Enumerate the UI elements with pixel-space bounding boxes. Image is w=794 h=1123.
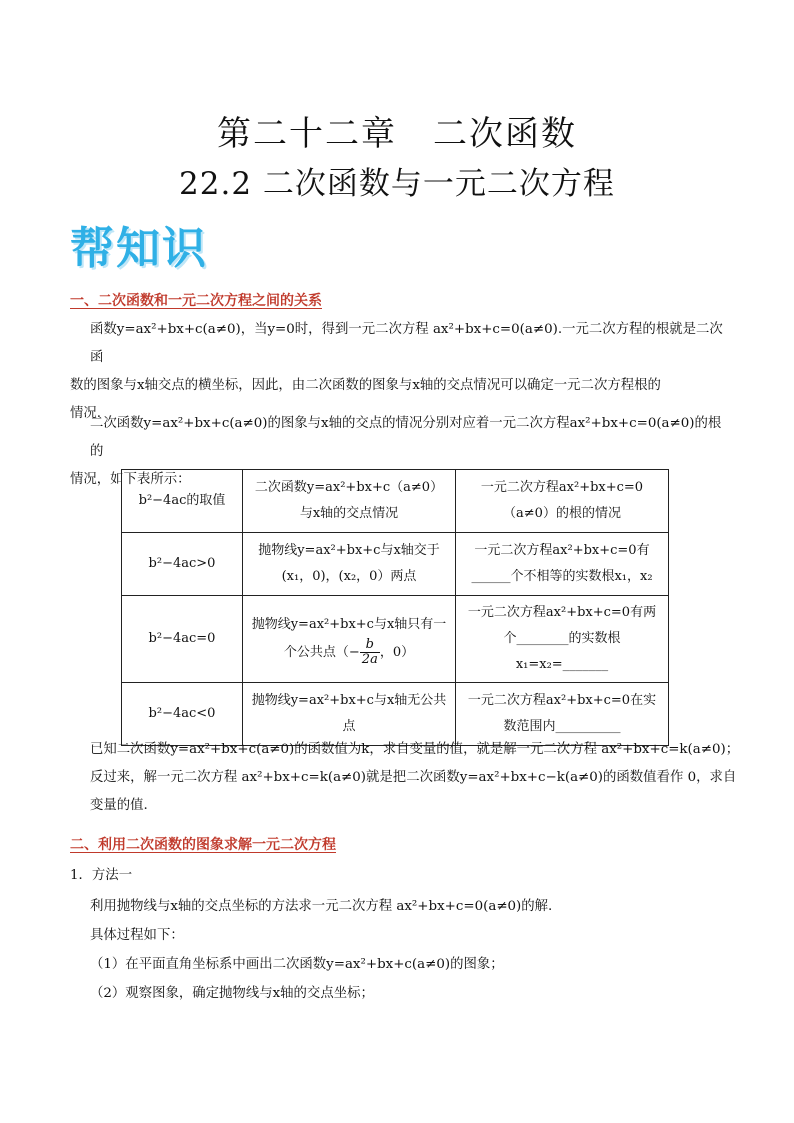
table-cell-roots: 一元二次方程ax²+bx+c=0有两个________的实数根x₁=x₂=_______ [456, 596, 669, 683]
table-cell-roots: 一元二次方程ax²+bx+c=0在实数范围内__________ [456, 683, 669, 746]
para3-line: 已知二次函数y=ax²+bx+c(a≠0)的函数值为k，求自变量的值，就是解一元二次方程 ax²+bx+c=k(a≠0)； [90, 742, 740, 757]
graph-text: ，0） [379, 644, 415, 660]
step-line: 利用抛物线与x轴的交点坐标的方法求一元二次方程 ax²+bx+c=0(a≠0)的解. [90, 899, 553, 914]
section-logo: 帮知识 [70, 223, 208, 274]
relationship-table [121, 469, 669, 746]
graph-text: 抛物线y=ax²+bx+c与x轴只有一个公共点（− [251, 616, 447, 660]
table-cell-roots: 一元二次方程ax²+bx+c=0有______个不相等的实数根x₁，x₂ [456, 533, 669, 596]
chapter-title: 第二十二章 二次函数 [217, 114, 577, 154]
table-cell-graph: 抛物线y=ax²+bx+c与x轴交于(x₁，0)，(x₂，0）两点 [243, 533, 456, 596]
para1-line: 函数y=ax²+bx+c(a≠0)，当y=0时，得到一元二次方程 ax²+bx+c=0(a≠0).一元二次方程的根就是二次函 [90, 322, 723, 365]
method-label: 1．方法一 [70, 868, 133, 883]
step-line: （1）在平面直角坐标系中画出二次函数y=ax²+bx+c(a≠0)的图象； [90, 957, 504, 972]
para2-line: 情况，如下表所示： [70, 472, 191, 487]
table-header-cell: 二次函数y=ax²+bx+c（a≠0）与x轴的交点情况 [243, 470, 456, 533]
para1-line: 情况. [70, 406, 102, 421]
table-cell-condition: b²−4ac>0 [122, 533, 243, 596]
para2-line: 二次函数y=ax²+bx+c(a≠0)的图象与x轴的交点的情况分别对应着一元二次方程ax²+bx+c=0(a≠0)的根的 [90, 416, 722, 459]
table-cell-condition: b²−4ac=0 [122, 596, 243, 683]
section1-heading: 一、二次函数和一元二次方程之间的关系 [70, 293, 322, 309]
table-cell-graph [243, 596, 456, 683]
table-row [122, 533, 669, 596]
section2-heading: 二、利用二次函数的图象求解一元二次方程 [70, 837, 336, 853]
fraction-denominator: 2a [361, 651, 378, 667]
section-title: 22.2 二次函数与一元二次方程 [179, 166, 615, 202]
section2-steps [90, 892, 730, 1008]
table-header-cell: b²−4ac的取值 [122, 470, 243, 533]
para3-line: 反过来，解一元二次方程 ax²+bx+c=k(a≠0)就是把二次函数y=ax²+bx+c−k(a≠0)的函数值看作 0，求自 [90, 770, 737, 785]
fraction [360, 638, 380, 667]
para3-line: 变量的值. [90, 798, 148, 813]
table-header-cell: 一元二次方程ax²+bx+c=0（a≠0）的根的情况 [456, 470, 669, 533]
step-line: 具体过程如下： [90, 928, 184, 943]
table-header-row [122, 470, 669, 533]
section1-paragraph-3 [90, 736, 740, 820]
step-line: （2）观察图象，确定抛物线与x轴的交点坐标； [90, 986, 374, 1001]
table-cell-graph: 抛物线y=ax²+bx+c与x轴无公共点 [243, 683, 456, 746]
fraction-numerator: b [360, 638, 380, 653]
table-cell-condition: b²−4ac<0 [122, 683, 243, 746]
para1-line: 数的图象与x轴交点的横坐标，因此，由二次函数的图象与x轴的交点情况可以确定一元二次方程根的 [70, 378, 661, 393]
table-row [122, 596, 669, 683]
